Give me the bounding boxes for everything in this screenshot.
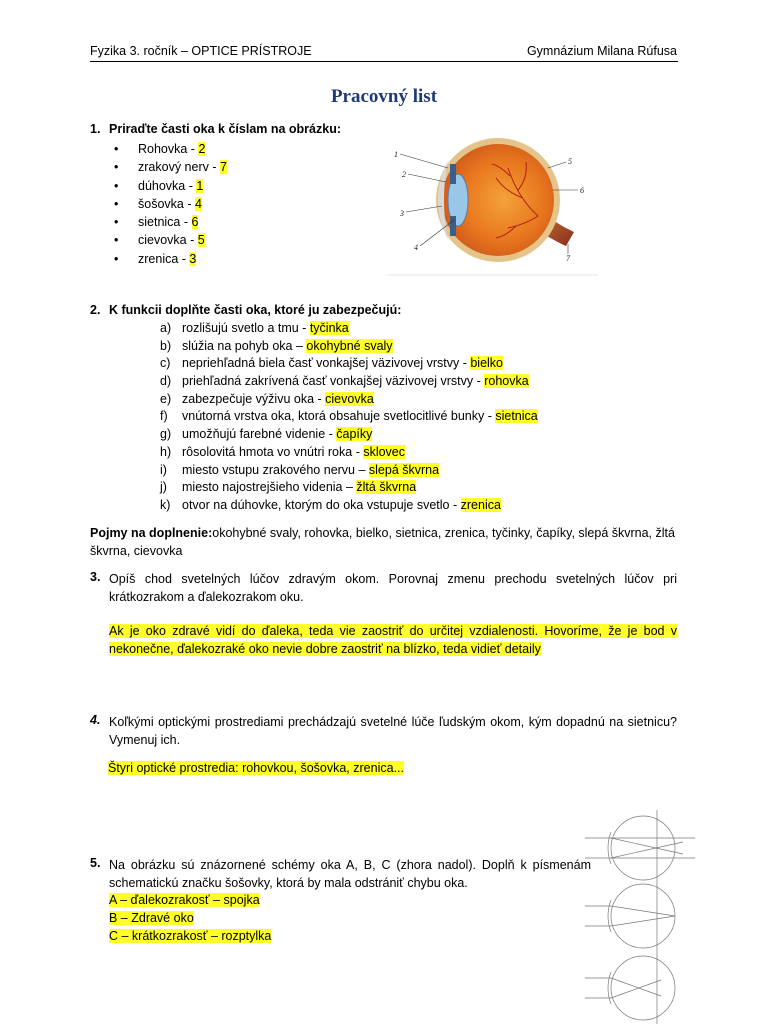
eye-scheme-b [585,884,675,948]
q4-answer-block [108,759,404,777]
header-right: Gymnázium Milana Rúfusa [526,44,677,58]
eye-anatomy-figure [388,128,598,278]
q5-text: Na obrázku sú znázornené schémy oka A, B, C (zhora nadol). Doplň k písmenám schematickú značku šošovky, ktorá by mala odstrániť chybu oka. [109,858,591,890]
q1-item [114,250,227,268]
figure-label-3: 3 [400,209,404,218]
q2-item [160,391,538,409]
q2-item-answer: slepá škvrna [368,462,440,477]
q4-answer: Štyri optické prostredia: rohovkou, šošovka, zrenica... [108,761,404,775]
q1-text: Priraďte časti oka k číslam na obrázku: [109,122,342,136]
q3-answer: Ak je oko zdravé vidí do ďaleka, teda vie zaostriť do určitej vzdialenosti. Hovoríme, že je bod v nekonečne, ďalekozraké oko nevie dobre zaostriť na blízko, teda vidieť detaily [109,624,677,656]
q3-answer-block [109,622,677,658]
q2-item-answer: okohybné svaly [306,338,393,353]
q2-item-text: miesto vstupu zrakového nervu – [182,462,369,477]
q1-item-answer: 4 [194,196,202,211]
q2-item [160,355,538,373]
q2-item [160,444,538,462]
q2-item-answer: rohovka [484,374,529,389]
eye-scheme-a [585,816,695,880]
q2-item-letter: i) [160,462,167,477]
q1-item [114,213,227,231]
q1-item-label: dúhovka - [138,178,197,193]
q5-number: 5. [90,856,101,870]
q1-list [114,140,227,268]
eye-scheme-c [585,956,675,1020]
figure-label-6: 6 [580,186,584,195]
q1-item-label: Rohovka - [138,142,199,156]
figure-label-4: 4 [414,243,418,252]
iris-lower-shape [450,216,456,236]
q2-item-letter: a) [160,321,172,335]
q2-item-answer: čapíky [336,427,373,442]
q1-item-answer: 6 [191,215,199,230]
q1-item-label: šošovka - [138,196,195,211]
q2-item-answer: cievovka [325,391,374,406]
q1-item-answer: 1 [196,178,204,193]
q2-text: K funkcii doplňte časti oka, ktoré ju zabezpečujú: [109,303,402,317]
q2-item-text: nepriehľadná biela časť vonkajšej väzivovej vrstvy - [182,356,471,371]
terms-block [90,524,678,560]
q2-item [160,408,538,426]
q2-item-text: slúžia na pohyb oka – [182,338,307,353]
q4-number: 4. [90,713,101,727]
figure-label-1: 1 [394,150,398,159]
q1-item-answer: 3 [189,251,197,266]
q2-item [160,497,538,515]
page-title: Pracovný list [330,86,438,107]
q2-item-text: rôsolovitá hmota vo vnútri roka - [182,444,364,459]
q1-item [114,195,227,213]
q2-item-letter: d) [160,374,172,389]
q2-item-letter: c) [160,356,171,371]
q2-item-text: zabezpečuje výživu oka - [182,391,326,406]
q1-number: 1. [90,122,101,136]
q1-item-label: sietnica - [138,215,192,230]
iris-upper-shape [450,164,456,184]
q1-item-answer: 2 [198,142,206,156]
q2-item-letter: e) [160,391,172,406]
q2-item-answer: sklovec [363,444,406,459]
q2-item-letter: f) [160,409,168,424]
eye-schemes-figure [585,810,700,1024]
q3-number: 3. [90,570,101,584]
q2-item-text: umožňujú farebné videnie - [182,427,337,442]
header-left: Fyzika 3. ročník – OPTICE PRÍSTROJE [90,44,312,58]
terms-text: okohybné svaly, rohovka, bielko, sietnica, zrenica, tyčinky, čapíky, slepá škvrna, žltá škvrna, cievovka [90,526,675,558]
q2-item-answer: tyčinka [309,321,349,335]
q2-item-letter: k) [160,497,171,512]
q2-item-text: priehľadná zakrívená časť vonkajšej väzivovej vrstvy - [182,374,485,389]
header-rule [90,61,678,62]
q2-item [160,462,538,480]
q2-item-letter: h) [160,444,172,459]
q2-item-answer: zrenica [460,497,501,512]
figure-label-2: 2 [402,170,406,179]
q1-item [114,231,227,249]
q5-answers [109,891,271,945]
q2-list [160,320,538,515]
q2-item-letter: j) [160,480,167,495]
q1-item-label: cievovka - [138,233,198,248]
q2-item [160,338,538,356]
q3-text: Opíš chod svetelných lúčov zdravým okom. Porovnaj zmenu prechodu svetelných lúčov pri krátkozrakom a ďalekozrakom oku. [109,572,677,604]
q2-item-text: vnútorná vrstva oka, ktorá obsahuje svetlocitlivé bunky - [182,409,496,424]
q2-item-text: otvor na dúhovke, ktorým do oka vstupuje svetlo - [182,497,461,512]
q1-item-label: zrakový nerv - [138,160,220,175]
q2-item-letter: b) [160,338,172,353]
q5-answer-c: C – krátkozrakosť – rozptylka [109,929,272,943]
q5-answer-b: B – Zdravé oko [109,911,194,925]
q2-item-text: rozlišujú svetlo a tmu - [182,321,310,335]
q1-item [114,140,227,158]
figure-label-5: 5 [568,157,572,166]
q2-item-letter: g) [160,427,172,442]
q2-item-text: miesto najostrejšieho videnia – [182,480,357,495]
q1-item-label: zrenica - [138,251,190,266]
q2-item-answer: bielko [470,356,504,371]
q2-item-answer: žltá škvrna [356,480,417,495]
terms-label: Pojmy na doplnenie: [90,526,213,540]
q2-item [160,426,538,444]
q2-item [160,320,538,338]
q1-item [114,158,227,176]
q2-item [160,373,538,391]
q4-text: Koľkými optickými prostrediami prechádzajú svetelné lúče ľudským okom, kým dopadnú na sietnicu? Vymenuj ich. [109,715,677,747]
q1-item [114,177,227,195]
q2-number: 2. [90,303,101,317]
q1-item-answer: 7 [219,160,227,175]
q2-item-answer: sietnica [495,409,538,424]
q5-answer-a: A – ďalekozrakosť – spojka [109,893,260,907]
q1-item-answer: 5 [197,233,205,248]
q2-item [160,479,538,497]
figure-label-7: 7 [566,254,570,263]
